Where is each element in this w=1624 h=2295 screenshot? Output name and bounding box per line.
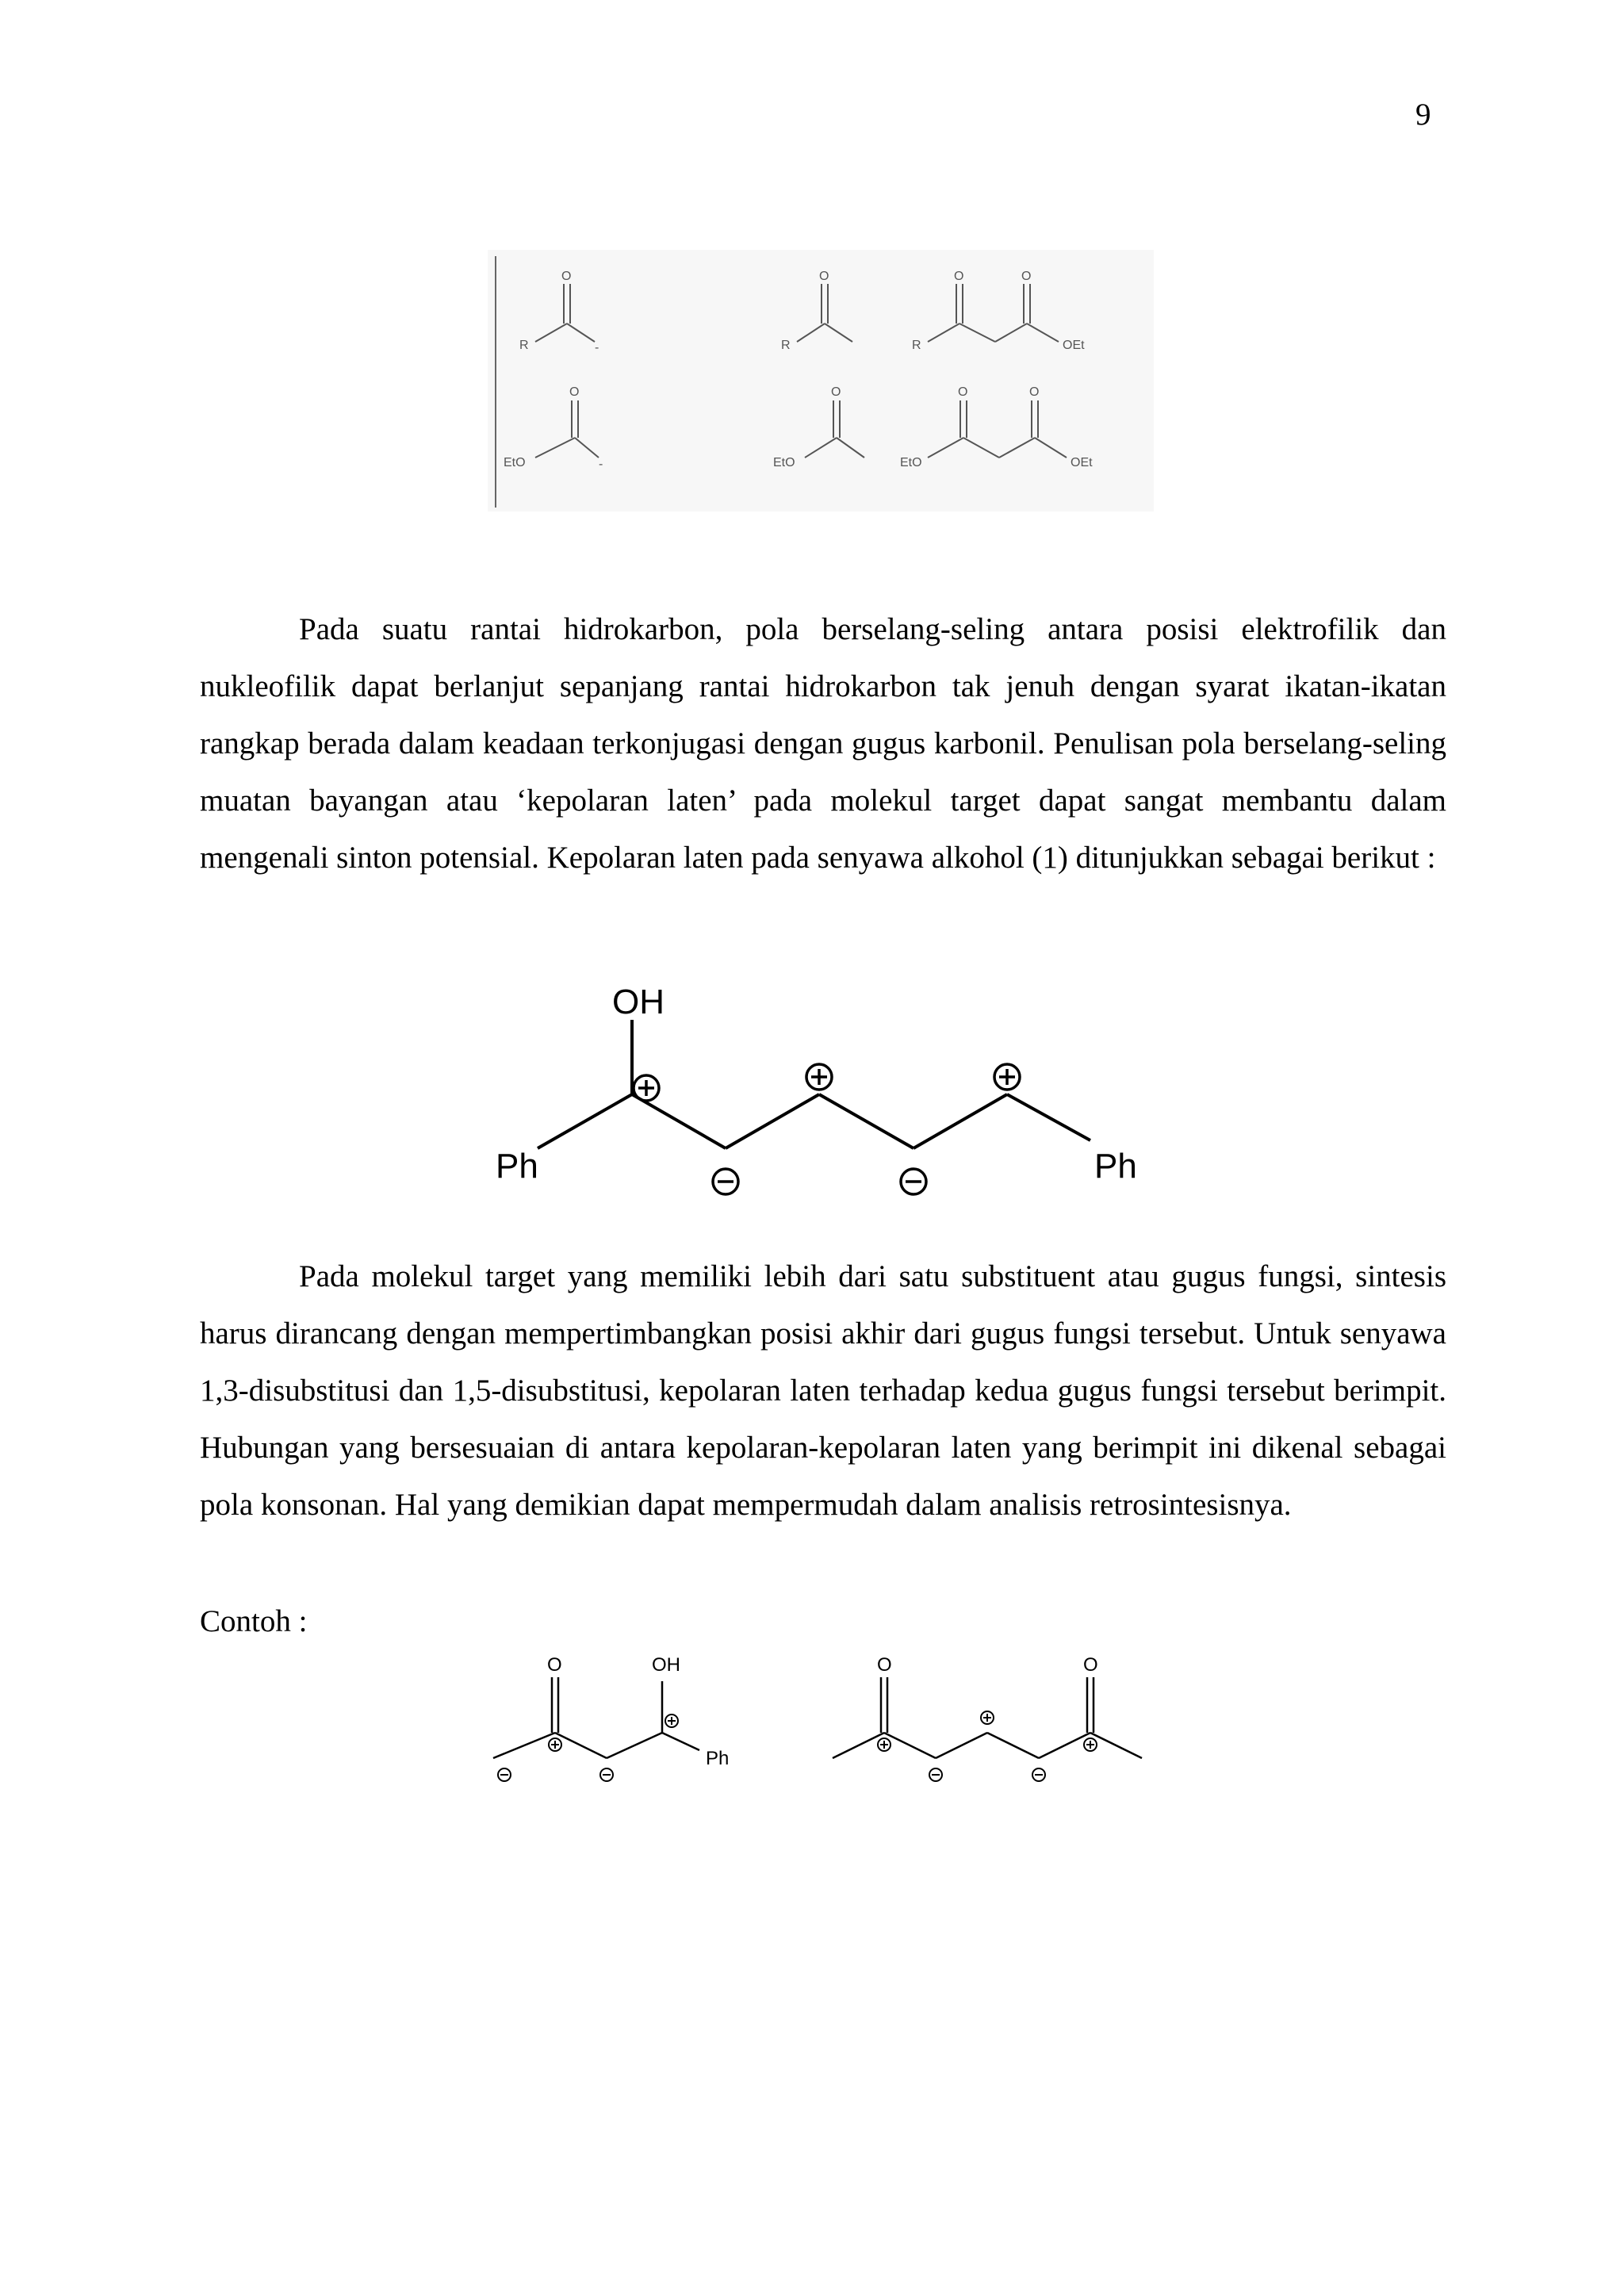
label-eto: EtO [773, 456, 795, 469]
label-o: O [1029, 385, 1040, 399]
label-r: R [519, 339, 529, 352]
label-o: O [561, 270, 572, 283]
figure-alcohol-latent-polarity [476, 967, 1174, 1213]
label-eto: EtO [900, 456, 922, 469]
label-o: O [547, 1654, 562, 1676]
svg-text:-: - [595, 341, 599, 354]
label-o: O [569, 385, 580, 399]
label-oh: OH [612, 983, 665, 1021]
label-o: O [831, 385, 841, 399]
label-ph-left: Ph [496, 1147, 538, 1186]
label-o: O [1021, 270, 1032, 283]
label-o: O [877, 1654, 892, 1676]
label-o: O [954, 270, 964, 283]
label-o: O [819, 270, 829, 283]
paragraph-latent-polarity: Pada suatu rantai hidrokarbon, pola berselang-seling antara posisi elektrofilik dan nukleofilik dapat berlanjut sepanjang rantai hidrokarbon tak jenuh dengan syarat ikatan-ikatan rangkap berada dalam keadaan terkonjugasi dengan gugus karbonil. Penulisan pola berselang-seling muatan bayangan atau ‘kepolaran laten’ pada molekul target dapat sangat membantu dalam mengenali sinton potensial. Kepolaran laten pada senyawa alkohol (1) ditunjukkan sebagai berikut : [200, 612, 1446, 875]
label-r: R [781, 339, 791, 352]
page-number: 9 [1415, 98, 1431, 132]
label-oet: OEt [1063, 339, 1085, 352]
example-label: Contoh : [200, 1604, 308, 1638]
paragraph-consonant-pattern: Pada molekul target yang memiliki lebih dari satu substituent atau gugus fungsi, sintesis harus dirancang dengan mempertimbangkan posisi akhir dari gugus fungsi tersebut. Untuk senyawa 1,3-disubstitusi dan 1,5-disubstitusi, kepolaran laten terhadap kedua gugus fungsi tersebut berimpit. Hubungan yang bersesuaian di antara kepolaran-kepolaran laten yang berimpit ini dikenal sebagai pola konsonan. Hal yang demikian dapat mempermudah dalam analisis retrosintesisnya. [200, 1259, 1446, 1522]
label-r: R [912, 339, 921, 352]
svg-text:-: - [599, 458, 603, 471]
label-eto: EtO [504, 456, 526, 469]
label-oh: OH [652, 1654, 680, 1676]
figure-carbonyl-structures [488, 250, 1154, 511]
label-o: O [1083, 1654, 1098, 1676]
figure-consonant-examples [476, 1649, 1158, 1792]
label-o: O [958, 385, 968, 399]
label-ph: Ph [706, 1748, 730, 1769]
label-oet: OEt [1071, 456, 1093, 469]
label-ph-right: Ph [1094, 1147, 1137, 1186]
